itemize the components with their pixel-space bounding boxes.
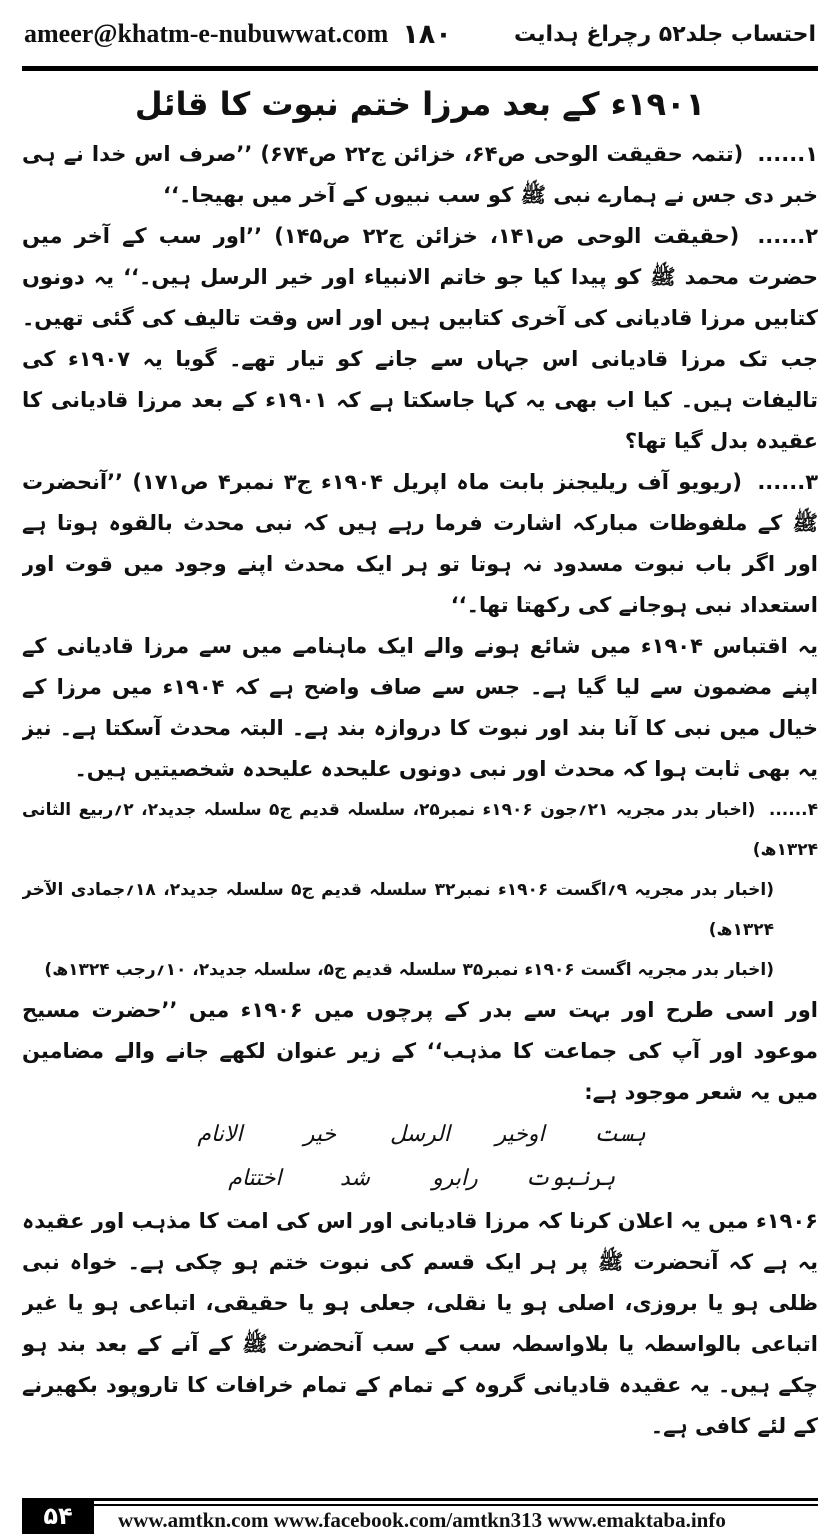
poem-word: اوخیر	[495, 1122, 545, 1147]
poem-word: الانام	[197, 1122, 243, 1147]
page-footer	[22, 1498, 818, 1534]
item-3-number: ۳......	[757, 470, 818, 494]
footer-rule-bottom	[94, 1504, 818, 1506]
paragraph-commentary-2: اور اسی طرح اور بہت سے بدر کے پرچوں میں ۱۹۰۶ء میں ’’حضرت مسیح موعود اور آپ کی جماعت کا مذہب‘‘ کے زیر عنوان لکھے جانے والے مضامین میں یہ شعر موجود ہے:	[22, 998, 818, 1104]
poem-word: رابرو	[432, 1166, 478, 1191]
poem-word: ہرنبوت	[524, 1166, 616, 1191]
poem-word: ہست	[594, 1122, 646, 1147]
item-3	[22, 462, 818, 626]
footer-rule-top	[94, 1498, 818, 1501]
header-left	[24, 19, 452, 50]
item-4-number: ۴......	[768, 800, 818, 820]
page-number: ۱۸۰	[402, 18, 452, 50]
item-4	[22, 790, 818, 870]
item-2-number: ۲......	[757, 224, 818, 248]
item-3-text: (ریویو آف ریلیجنز بابت ماہ اپریل ۱۹۰۴ء ج۳ نمبر۴ ص۱۷۱) ’’آنحضرت ﷺ کے ملفوظات مبارکہ اشارت فرما رہے ہیں کہ نبی محدث بالقوہ ہوتا ہے اور اگر باب نبوت مسدود نہ ہوتا تو ہر ایک محدث اپنے وجود میں قوت اور استعداد نبی ہوجانے کی رکھتا تھا۔‘‘	[22, 470, 818, 617]
poem-word: خیر	[303, 1122, 337, 1147]
paragraph-conclusion: ۱۹۰۶ء میں یہ اعلان کرنا کہ مرزا قادیانی اور اس کی امت کا مذہب اور عقیدہ یہ ہے کہ آنحضرت ﷺ پر ہر ایک قسم کی نبوت ختم ہو چکی ہے۔ خواہ نبی ظلی ہو یا بروزی، اصلی ہو یا نقلی، جعلی ہو یا حقیقی، اتباعی ہو یا غیر اتباعی بالواسطہ یا بلاواسطہ سب کے سب آنحضرت ﷺ کے آنے کے بعد بند ہو چکے ہیں۔ یہ عقیدہ قادیانی گروہ کے تمام کے تمام خرافات کا تاروپود بکھیرنے کے لئے کافی ہے۔	[22, 1209, 818, 1438]
poem-word: الرسل	[389, 1122, 451, 1147]
paragraph-commentary-1: یہ اقتباس ۱۹۰۴ء میں شائع ہونے والے ایک ماہنامے میں سے مرزا قادیانی کے اپنے مضمون سے لیا گیا ہے۔ جس سے صاف واضح ہے کہ ۱۹۰۴ء میں مرزا کے خیال میں نبی کا آنا بند اور نبوت کا دروازہ بند ہے۔ البتہ محدث آسکتا ہے۔ نیز یہ بھی ثابت ہوا کہ محدث اور نبی دونوں علیحدہ علیحدہ شخصیتیں ہیں۔	[22, 634, 818, 781]
poem-line-1	[22, 1113, 818, 1157]
item-4-reference-1: (اخبار بدر مجریہ ۲۱؍جون ۱۹۰۶ء نمبر۲۵، سلسلہ قدیم ج۵ سلسلہ جدید۲، ۲؍ربیع الثانی ۱۳۲۴ھ)	[22, 800, 818, 860]
footer-urls: www.amtkn.com www.facebook.com/amtkn313 www.emaktaba.info	[118, 1508, 726, 1532]
item-1-text: (تتمہ حقیقت الوحی ص۶۴، خزائن ج۲۲ ص۶۷۴) ’’صرف اس خدا نے ہی خبر دی جس نے ہمارے نبی ﷺ کو سب نبیوں کے آخر میں بھیجا۔‘‘	[22, 142, 818, 207]
item-1	[22, 134, 818, 216]
poem-line-2	[22, 1157, 818, 1201]
book-title: احتساب جلد۵۲ رچراغ ہدایت	[514, 21, 816, 47]
page-content	[22, 82, 818, 1486]
poem-word: اختتام	[228, 1166, 282, 1191]
item-4-reference-3: (اخبار بدر مجریہ اگست ۱۹۰۶ء نمبر۳۵ سلسلہ قدیم ج۵، سلسلہ جدید۲، ۱۰؍رجب ۱۳۲۴ھ)	[44, 960, 774, 980]
footer-page-badge: ۵۴	[22, 1498, 94, 1534]
email-address: ameer@khatm-e-nubuwwat.com	[24, 19, 389, 48]
section-heading: ۱۹۰۱ء کے بعد مرزا ختم نبوت کا قائل	[134, 85, 706, 123]
header-rule	[22, 66, 818, 71]
item-2-text: (حقیقت الوحی ص۱۴۱، خزائن ج۲۲ ص۱۴۵) ’’اور سب کے آخر میں حضرت محمد ﷺ کو پیدا کیا جو خاتم الانبیاء اور خیر الرسل ہیں۔‘‘ یہ دونوں کتابیں مرزا قادیانی کی آخری کتابیں ہیں اور اس وقت تالیف کی گئی تھیں۔ جب تک مرزا قادیانی اس جہاں سے جانے کو تیار تھے۔ گویا یہ ۱۹۰۷ء کی تالیفات ہیں۔ کیا اب بھی یہ کہا جاسکتا ہے کہ ۱۹۰۱ء کے بعد مرزا قادیانی کا عقیدہ بدل گیا تھا؟	[22, 224, 818, 453]
item-1-number: ۱......	[757, 142, 818, 166]
poem-word: شد	[339, 1166, 370, 1191]
page-header	[24, 6, 816, 62]
item-2	[22, 216, 818, 462]
item-4-reference-2: (اخبار بدر مجریہ ۹؍اگست ۱۹۰۶ء نمبر۳۲ سلسلہ قدیم ج۵ سلسلہ جدید۲، ۱۸؍جمادی الآخر ۱۳۲۴ھ)	[22, 880, 775, 940]
